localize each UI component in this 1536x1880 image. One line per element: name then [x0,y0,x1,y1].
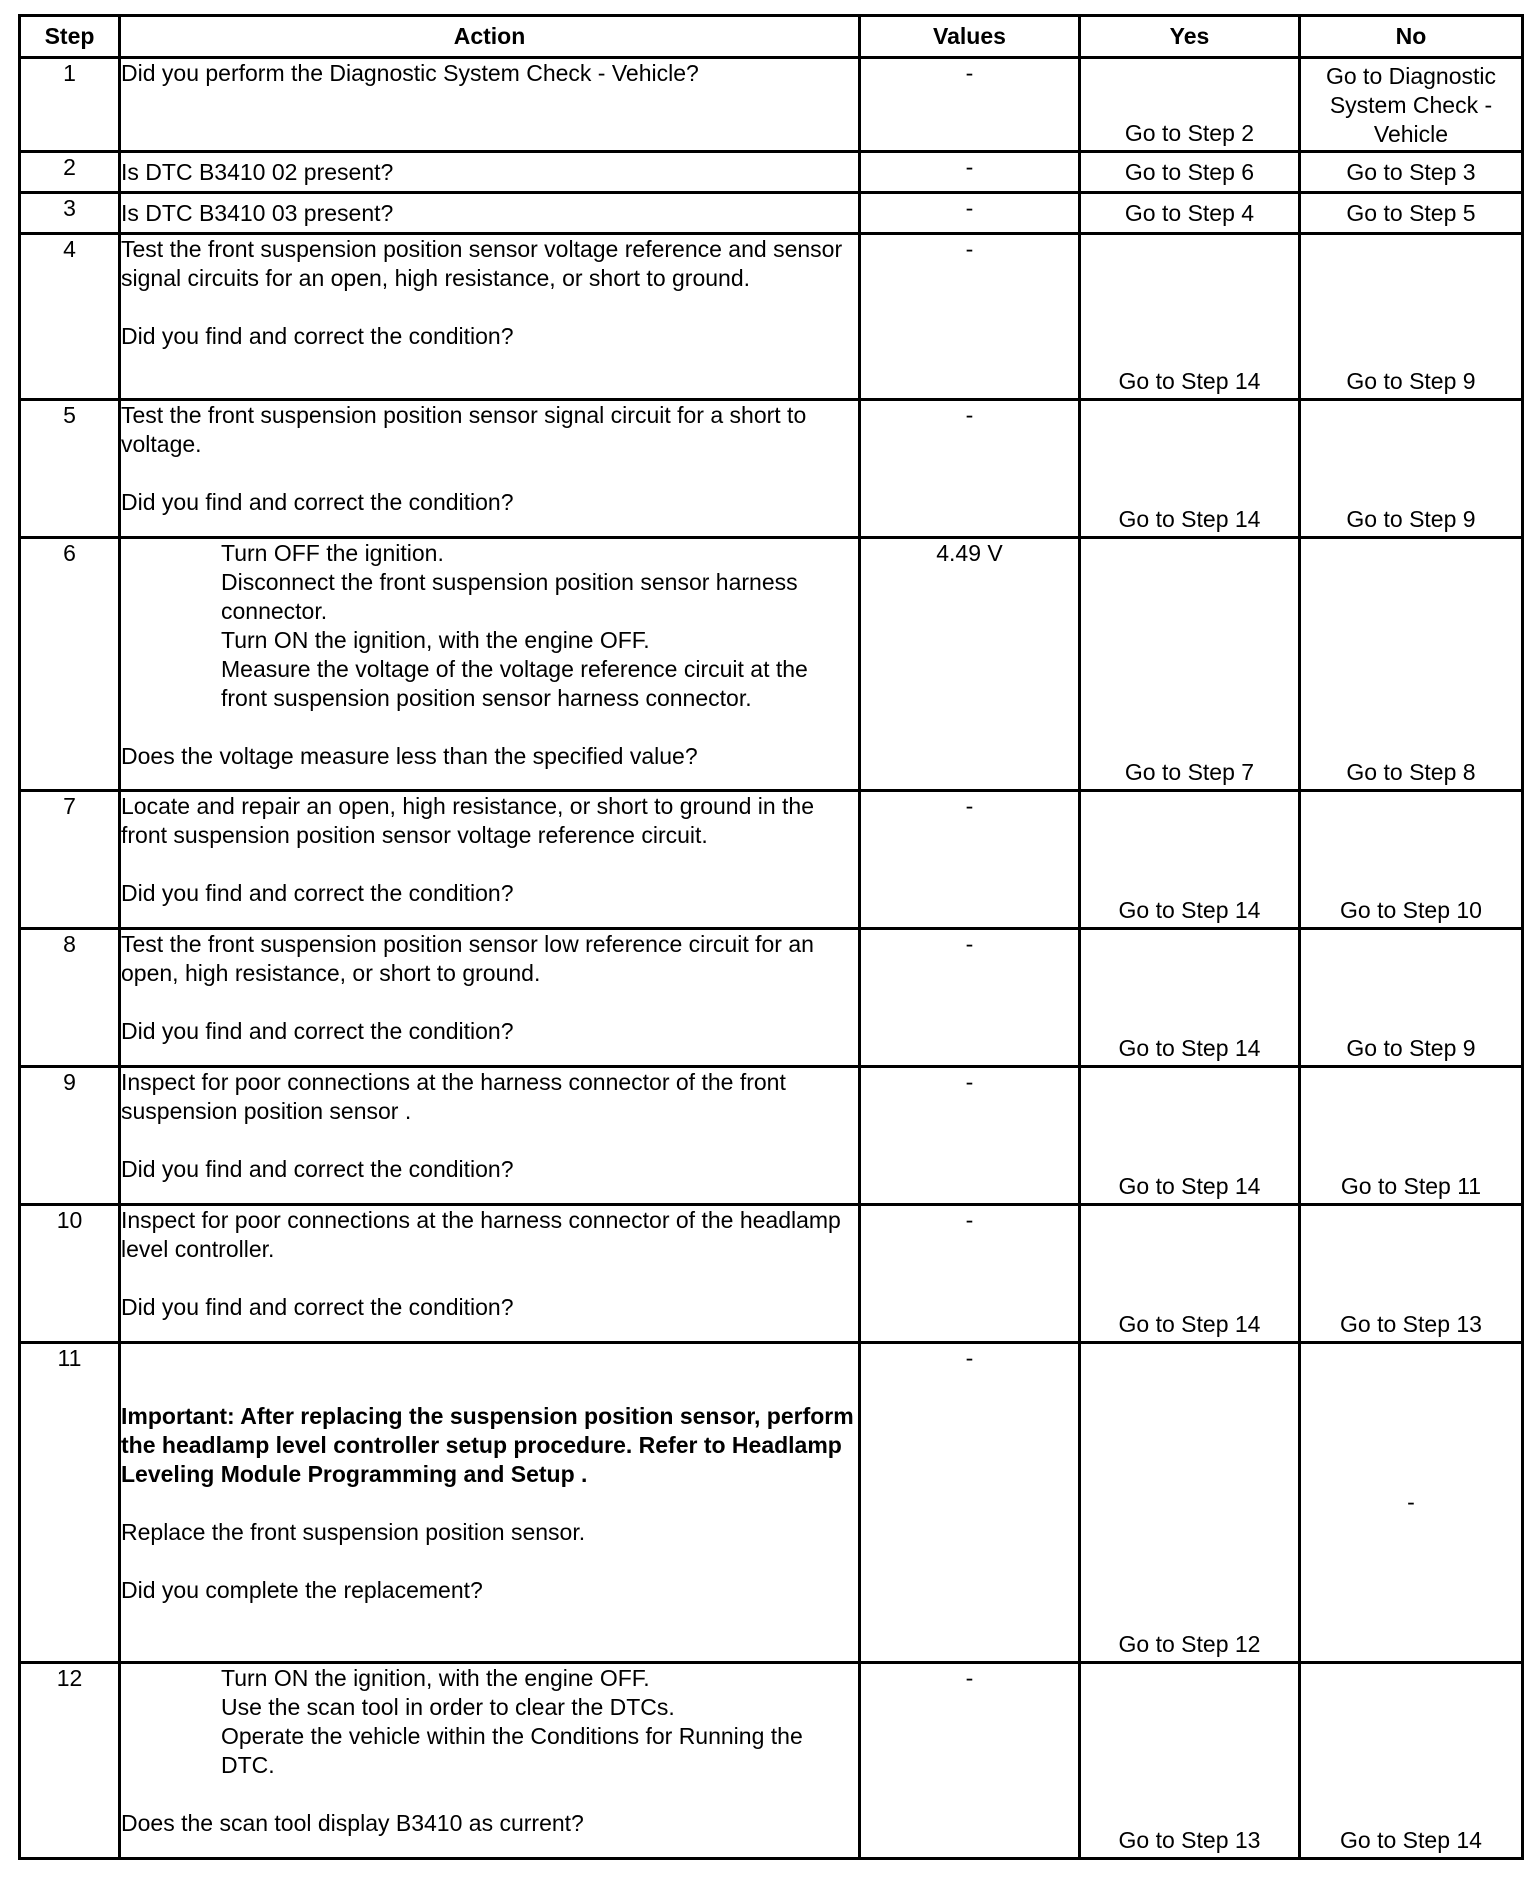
header-action: Action [120,16,860,58]
yes-link[interactable]: Go to Step 13 [1118,1827,1261,1853]
yes-link[interactable]: Go to Step 4 [1080,193,1300,234]
yes-link[interactable]: Go to Step 14 [1118,1035,1261,1061]
yes-link[interactable]: Go to Step 14 [1118,1311,1261,1337]
action-text: Did you perform the Diagnostic System Check - Vehicle? [121,60,699,86]
yes-cell [1080,58,1300,152]
no-cell [1300,1067,1523,1205]
action-cell [120,193,860,234]
step-number: 8 [20,929,120,1067]
yes-cell [1080,791,1300,929]
action-text: Is DTC B3410 03 present? [121,199,394,226]
no-link[interactable] [1301,62,1521,149]
yes-link[interactable]: Go to Step 6 [1080,152,1300,193]
no-link[interactable]: Go to Step 8 [1346,759,1476,785]
action-cell [120,1663,860,1859]
values-cell: - [860,152,1080,193]
values-cell: - [860,1663,1080,1859]
question-text: Did you find and correct the condition? [121,1294,514,1320]
step-number: 6 [20,538,120,791]
values-cell: - [860,1205,1080,1343]
header-row [20,16,1523,58]
values-cell: - [860,234,1080,400]
no-link[interactable]: Go to Step 10 [1340,897,1482,923]
table-row [20,1205,1523,1343]
action-cell [120,58,860,152]
no-cell [1300,929,1523,1067]
yes-cell [1080,234,1300,400]
action-cell [120,1067,860,1205]
action-text: Test the front suspension position sensor signal circuit for a short to voltage. [121,402,807,457]
table-row [20,193,1523,234]
no-link-line: Vehicle [1373,121,1449,147]
action-cell [120,152,860,193]
no-cell [1300,400,1523,538]
question-text: Did you find and correct the condition? [121,489,514,515]
no-link[interactable]: Go to Step 13 [1340,1311,1482,1337]
values-cell: - [860,58,1080,152]
substep: Turn OFF the ignition. [221,540,444,566]
question-text: Did you find and correct the condition? [121,1018,514,1044]
table-row [20,58,1523,152]
values-cell: - [860,400,1080,538]
no-link-line: Go to Diagnostic [1325,63,1497,89]
action-text: Test the front suspension position sensor low reference circuit for an open, high resistance, or short to ground. [121,931,814,986]
diagnostic-table [18,14,1524,1860]
step-number: 10 [20,1205,120,1343]
action-cell [120,1343,860,1663]
yes-link[interactable]: Go to Step 14 [1118,368,1261,394]
no-link[interactable]: Go to Step 14 [1340,1827,1482,1853]
action-text: Replace the front suspension position sensor. [121,1519,586,1545]
yes-cell [1080,1205,1300,1343]
action-text: Locate and repair an open, high resistance, or short to ground in the front suspension position sensor voltage reference circuit. [121,793,815,848]
header-no: No [1300,16,1523,58]
values-cell: - [860,1067,1080,1205]
table-row [20,400,1523,538]
no-link[interactable]: Go to Step 11 [1340,1173,1482,1199]
values-cell: - [860,1343,1080,1663]
step-number: 7 [20,791,120,929]
table-row [20,152,1523,193]
substep: Turn ON the ignition, with the engine OFF. [221,627,650,653]
substep: Turn ON the ignition, with the engine OFF. [221,1665,650,1691]
values-cell: - [860,193,1080,234]
step-number: 11 [20,1343,120,1663]
action-cell [120,929,860,1067]
header-values: Values [860,16,1080,58]
step-number: 4 [20,234,120,400]
values-cell: - [860,929,1080,1067]
yes-cell [1080,538,1300,791]
substep: Use the scan tool in order to clear the DTCs. [221,1694,675,1720]
substep: Disconnect the front suspension position sensor harness connector. [221,569,798,624]
yes-link[interactable]: Go to Step 2 [1124,120,1255,146]
question-text: Does the voltage measure less than the specified value? [121,743,698,769]
diagnostic-document [18,14,1524,1860]
yes-cell [1080,929,1300,1067]
no-cell [1300,791,1523,929]
step-number: 12 [20,1663,120,1859]
action-text: Inspect for poor connections at the harness connector of the front suspension position sensor . [121,1069,786,1124]
no-cell [1300,538,1523,791]
yes-cell [1080,400,1300,538]
substep: Measure the voltage of the voltage reference circuit at the front suspension position sensor harness connector. [221,656,808,711]
step-number: 1 [20,58,120,152]
question-text: Did you find and correct the condition? [121,880,514,906]
yes-link[interactable]: Go to Step 7 [1124,759,1255,785]
values-cell: 4.49 V [860,538,1080,791]
table-row [20,929,1523,1067]
no-cell [1300,58,1523,152]
substep: Operate the vehicle within the Conditions for Running the DTC. [221,1723,803,1778]
action-cell [120,234,860,400]
question-text: Did you complete the replacement? [121,1577,483,1603]
important-note: Important: After replacing the suspension position sensor, perform the headlamp level controller setup procedure. Refer to Headlamp Leveling Module Programming and Setup . [121,1403,854,1487]
no-cell [1300,234,1523,400]
substep-list [121,539,858,713]
action-text: Test the front suspension position sensor voltage reference and sensor signal circuits for an open, high resistance, or short to ground. [121,236,843,291]
table-row [20,791,1523,929]
substep-list [121,1664,858,1780]
no-cell [1300,1663,1523,1859]
table-row [20,234,1523,400]
no-cell [1300,1205,1523,1343]
header-step: Step [20,16,120,58]
yes-link[interactable]: Go to Step 14 [1118,897,1261,923]
no-link-line: System Check - [1329,92,1493,118]
action-cell [120,1205,860,1343]
action-cell [120,538,860,791]
yes-cell [1080,1663,1300,1859]
step-number: 3 [20,193,120,234]
step-number: 9 [20,1067,120,1205]
no-cell: - [1300,1343,1523,1663]
step-number: 5 [20,400,120,538]
values-cell: - [860,791,1080,929]
no-link[interactable]: Go to Step 9 [1346,1035,1476,1061]
yes-link[interactable]: Go to Step 14 [1118,506,1261,532]
yes-cell [1080,1343,1300,1663]
header-yes: Yes [1080,16,1300,58]
question-text: Did you find and correct the condition? [121,1156,514,1182]
table-row [20,1343,1523,1663]
action-text: Inspect for poor connections at the harness connector of the headlamp level controller. [121,1207,841,1262]
no-link[interactable]: Go to Step 3 [1300,152,1523,193]
action-text: Is DTC B3410 02 present? [121,158,394,185]
question-text: Did you find and correct the condition? [121,323,514,349]
no-link[interactable]: Go to Step 5 [1300,193,1523,234]
no-link[interactable]: Go to Step 9 [1346,506,1476,532]
yes-cell [1080,1067,1300,1205]
table-row [20,1663,1523,1859]
action-cell [120,400,860,538]
action-cell [120,791,860,929]
question-text: Does the scan tool display B3410 as current? [121,1810,584,1836]
yes-link[interactable]: Go to Step 14 [1118,1173,1261,1199]
no-link[interactable]: Go to Step 9 [1346,368,1476,394]
yes-link[interactable]: Go to Step 12 [1118,1631,1261,1657]
table-row [20,1067,1523,1205]
step-number: 2 [20,152,120,193]
table-row [20,538,1523,791]
